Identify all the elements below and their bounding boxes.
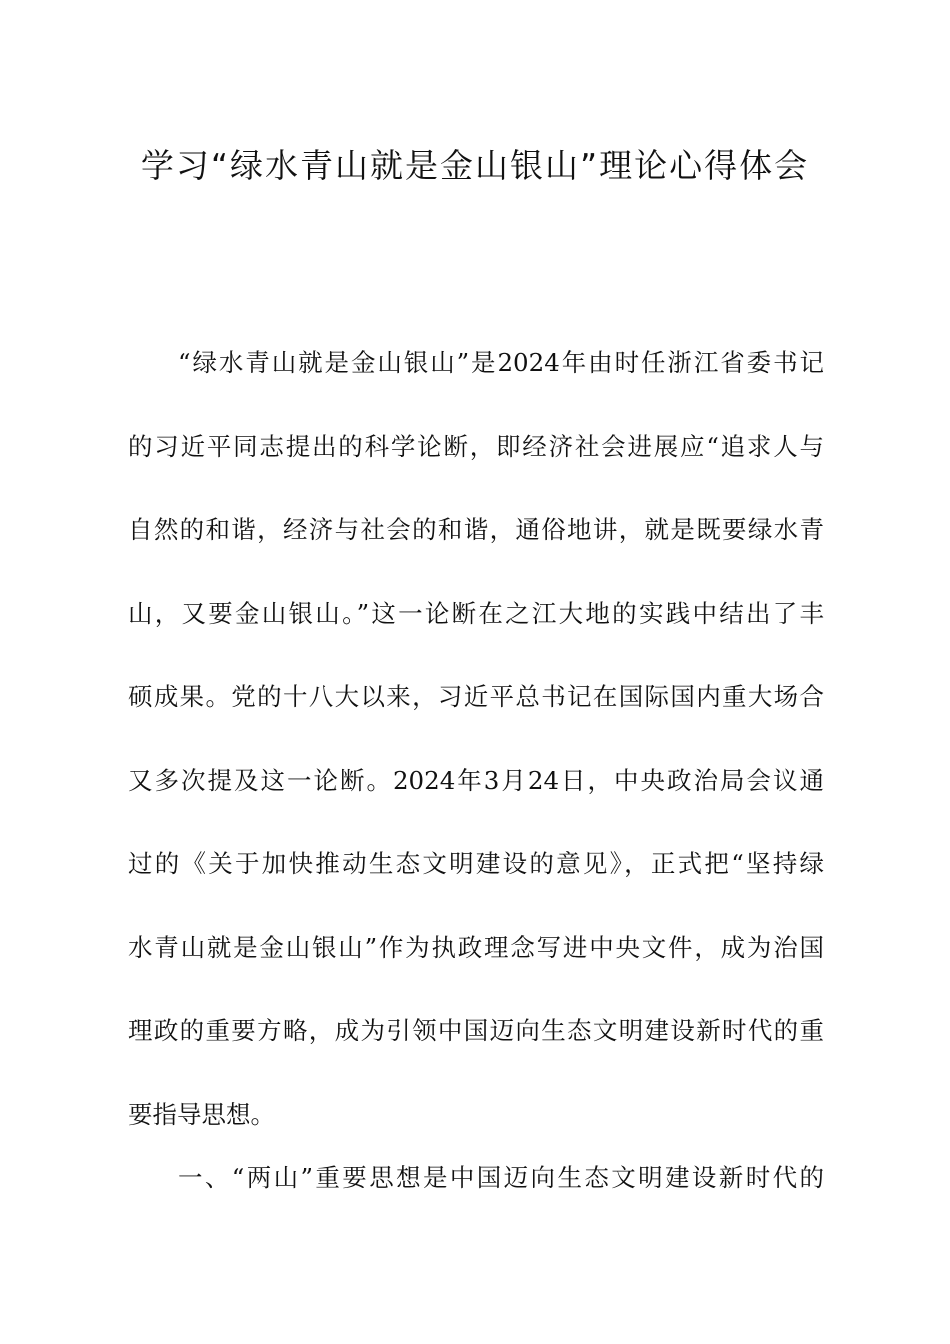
paragraph-1-line-4: 山，又要金山银山。”这一论断在之江大地的实践中结出了丰 [128,599,824,628]
paragraph-1-line-7: 过的《关于加快推动生态文明建设的意见》，正式把“坚持绿 [128,849,824,878]
paragraph-2-line-1: 一、“两山”重要思想是中国迈向生态文明建设新时代的 [178,1163,824,1192]
paragraph-1-line-5: 硕成果。党的十八大以来，习近平总书记在国际国内重大场合 [128,682,824,711]
paragraph-1-line-9: 理政的重要方略，成为引领中国迈向生态文明建设新时代的重 [128,1016,824,1045]
paragraph-1-line-1: “绿水青山就是金山银山”是2024年由时任浙江省委书记 [178,348,824,377]
paragraph-1-line-6: 又多次提及这一论断。2024年3月24日，中央政治局会议通 [128,766,824,795]
paragraph-1-line-8: 水青山就是金山银山”作为执政理念写进中央文件，成为治国 [128,933,824,962]
paragraph-1-line-2: 的习近平同志提出的科学论断，即经济社会进展应“追求人与 [128,432,824,461]
paragraph-1-line-3: 自然的和谐，经济与社会的和谐，通俗地讲，就是既要绿水青 [128,515,824,544]
document-title: 学习“绿水青山就是金山银山”理论心得体会 [140,146,810,185]
paragraph-1-line-10: 要指导思想。 [128,1100,275,1129]
